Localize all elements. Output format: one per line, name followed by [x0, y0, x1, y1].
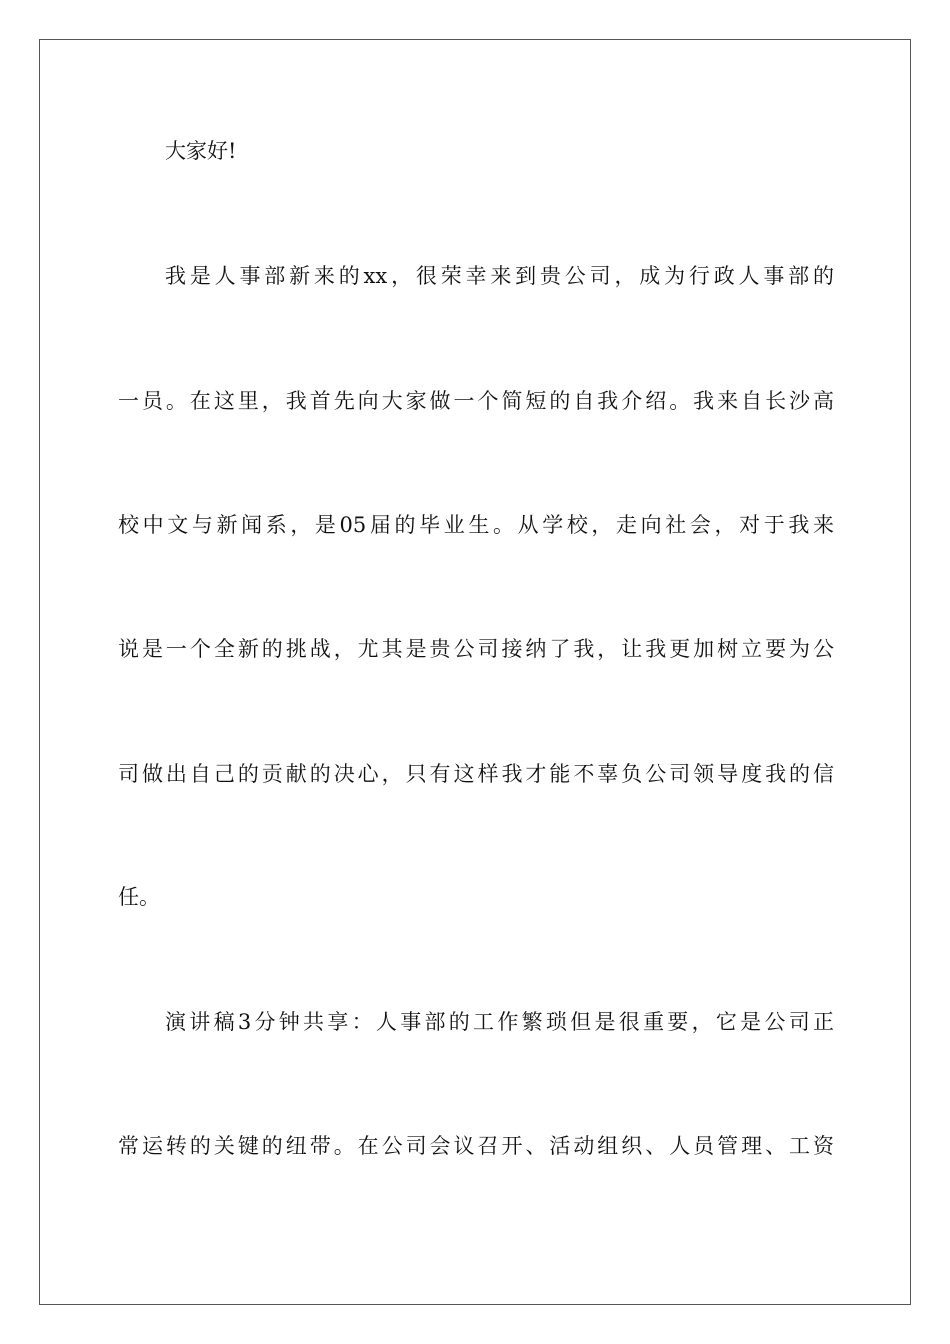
paragraph-line: 我是人事部新来的xx，很荣幸来到贵公司，成为行政人事部的 [165, 264, 834, 288]
paragraph-line: 任。 [118, 885, 160, 909]
page-border [39, 39, 911, 1305]
paragraph-line: 常运转的关键的纽带。在公司会议召开、活动组织、人员管理、工资 [118, 1134, 834, 1158]
greeting-line: 大家好! [165, 139, 237, 163]
paragraph-line: 司做出自己的贡献的决心，只有这样我才能不辜负公司领导度我的信 [118, 762, 834, 786]
paragraph-line: 演讲稿3分钟共享：人事部的工作繁琐但是很重要，它是公司正 [165, 1010, 834, 1034]
paragraph-line: 说是一个全新的挑战，尤其是贵公司接纳了我，让我更加树立要为公 [118, 637, 834, 661]
paragraph-line: 校中文与新闻系，是05届的毕业生。从学校，走向社会，对于我来 [118, 513, 834, 537]
paragraph-line: 一员。在这里，我首先向大家做一个简短的自我介绍。我来自长沙高 [118, 389, 834, 413]
